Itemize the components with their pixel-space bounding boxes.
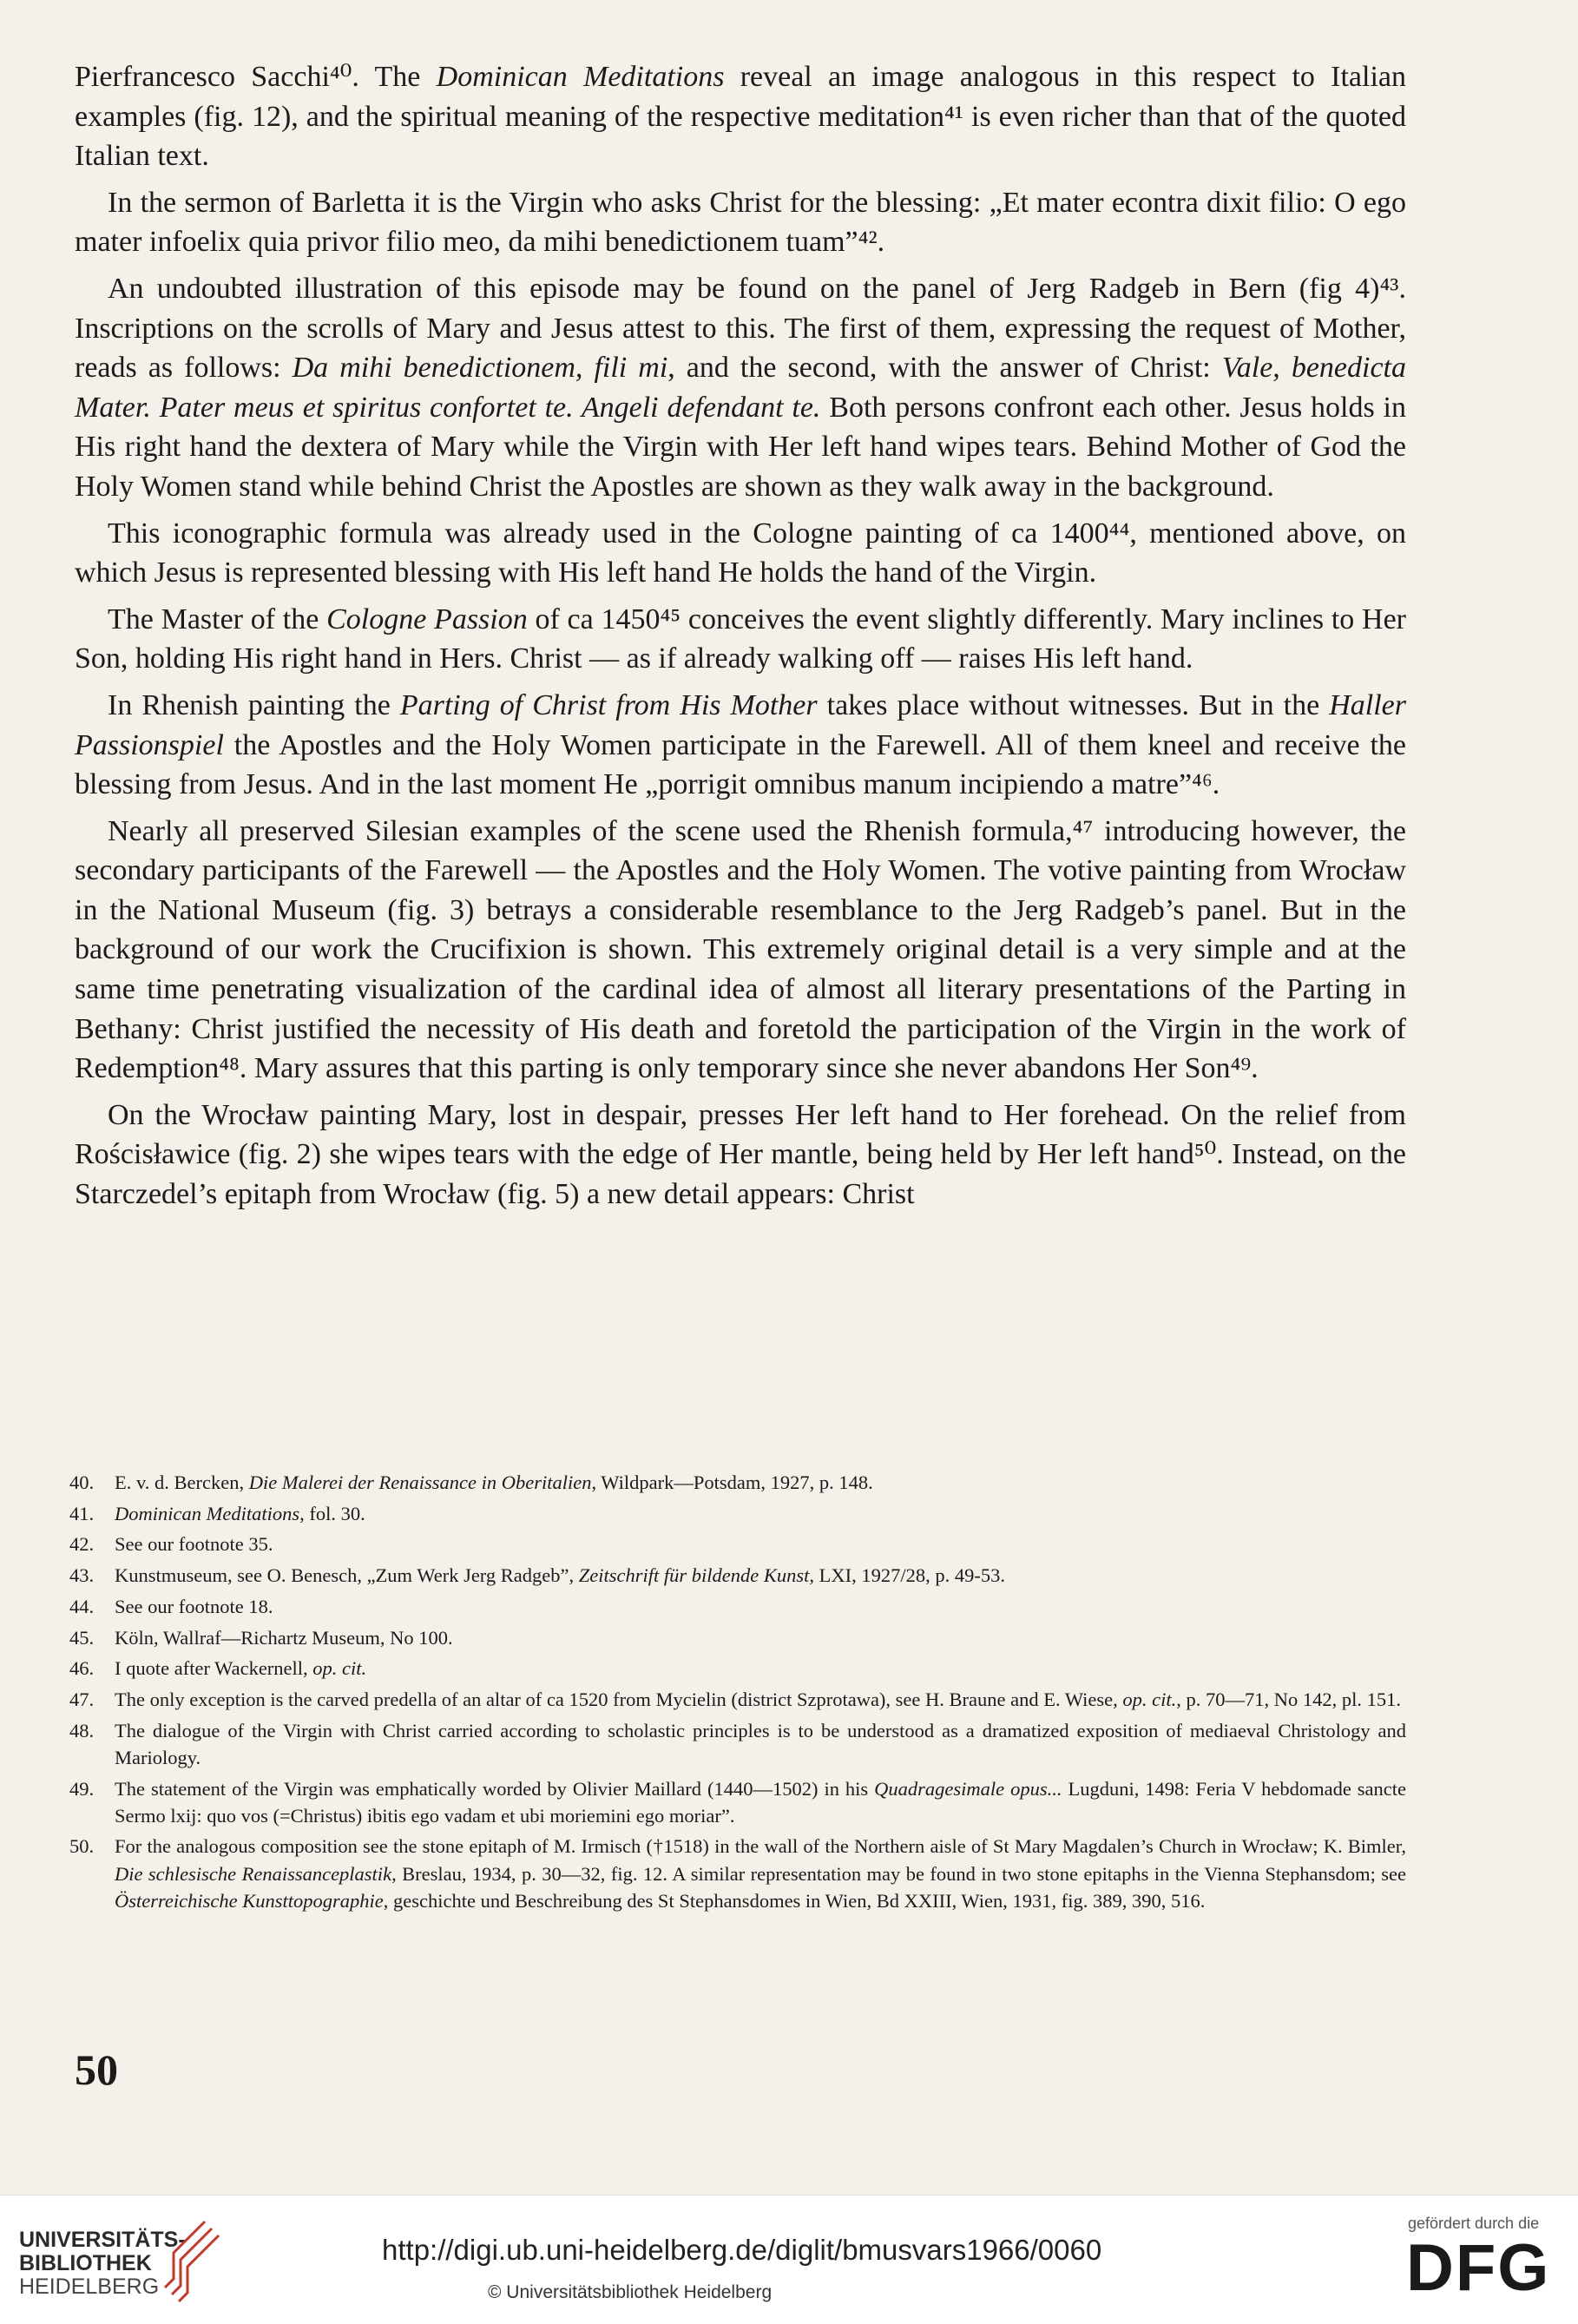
footnote xyxy=(69,1624,1406,1651)
footnote-number: 46. xyxy=(69,1657,95,1680)
footnote-number: 40. xyxy=(69,1471,95,1493)
paragraph: On the Wrocław painting Mary, lost in despair, presses Her left hand to Her forehead. On the relief from Rościsławice (fig. 2) she wipes tears with the edge of Her mantle, being held by Her left hand⁵⁰. Instead, on the Starczedel’s epitaph from Wrocław (fig. 5) a new detail appears: Christ xyxy=(75,1098,1406,1211)
footnote-number: 42. xyxy=(69,1533,95,1556)
copyright-text: © Universitätsbibliothek Heidelberg xyxy=(488,2282,773,2302)
footnote-text: Köln, Wallraf—Richartz Museum, No 100. xyxy=(115,1626,453,1649)
footnote xyxy=(69,1593,1406,1620)
footnote-number: 41. xyxy=(69,1502,95,1524)
footnote xyxy=(69,1833,1406,1914)
footnote xyxy=(69,1655,1406,1682)
footnote xyxy=(69,1469,1406,1496)
paragraph: An undoubted illustration of this episode may be found on the panel of Jerg Radgeb in Bern (fig 4)⁴³. Inscriptions on the scrolls of Mary and Jesus attest to this. The first of them, expressing the request of Mother, reads as follows: Da mihi benedictionem, fili mi, and the second, with the answer of Christ: Vale, benedicta Mater. Pater meus et spiritus confortet te. Angeli defendant te. Both persons confront each other. Jesus holds in His right hand the dextera of Mary while the Virgin with Her left hand wipes tears. Behind Mother of God the Holy Women stand while behind Christ the Apostles are shown as they walk away in the background. xyxy=(75,272,1406,503)
dfg-logo: DFG xyxy=(1406,2231,1551,2305)
footnote xyxy=(69,1500,1406,1527)
paragraph: Nearly all preserved Silesian examples of the scene used the Rhenish formula,⁴⁷ introducing however, the secondary participants of the Farewell — the Apostles and the Holy Women. The votive painting from Wrocław in the National Museum (fig. 3) betrays a considerable resemblance to the Jerg Radgeb’s panel. But in the background of our work the Crucifixion is shown. This extremely original detail is a very simple and at the same time penetrating visualization of the cardinal idea of almost all literary presentations of the Parting in Bethany: Christ justified the necessity of His death and foretold the participation of the Virgin in the work of Redemption⁴⁸. Mary assures that this parting is only temporary since she never abandons Her Son⁴⁹. xyxy=(75,814,1406,1085)
footnote-text: The statement of the Virgin was emphatically worded by Olivier Maillard (1440—1502) in his Quadragesimale opus... Lugduni, 1498: Feria V hebdomade sancte Sermo lxij: quo vos (=Christus) ibitis ego vadam et ubi moriemini ego moriar”. xyxy=(115,1777,1407,1827)
footnote-text: The only exception is the carved predella of an altar of ca 1520 from Mycielin (district Szprotawa), see H. Braune and E. Wiese, op. cit., p. 70—71, No 142, pl. 151. xyxy=(115,1688,1402,1710)
footnote xyxy=(69,1775,1406,1829)
footnote-text: Kunstmuseum, see O. Benesch, „Zum Werk Jerg Radgeb”, Zeitschrift für bildende Kunst, LXI, 1927/28, p. 49-53. xyxy=(115,1564,1005,1587)
footnote-number: 48. xyxy=(69,1719,95,1741)
footnote-text: For the analogous composition see the stone epitaph of M. Irmisch (†1518) in the wall of the Northern aisle of St Mary Magdalen’s Church in Wrocław; K. Bimler, Die schlesische Renaissanceplastik, Breslau, 1934, p. 30—32, fig. 12. A similar representation may be found in two stone epitaphs in the Vienna Stephansdom; see Österreichische Kunsttopographie, geschichte und Beschreibung des St Stephansdomes in Wien, Bd XXIII, Wien, 1931, fig. 389, 390, 516. xyxy=(115,1835,1407,1912)
footer xyxy=(0,2196,1578,2324)
footnote-text: I quote after Wackernell, op. cit. xyxy=(115,1657,367,1680)
footnote xyxy=(69,1717,1406,1771)
funding-caption: gefördert durch die xyxy=(1408,2215,1540,2232)
footnote-text: See our footnote 18. xyxy=(115,1595,273,1617)
footnote-number: 44. xyxy=(69,1595,95,1617)
footnote-number: 49. xyxy=(69,1777,95,1800)
page-number: 50 xyxy=(75,2045,118,2094)
paragraph: In the sermon of Barletta it is the Virgin who asks Christ for the blessing: „Et mater econtra dixit filio: O ego mater infoelix quia privor filio meo, da mihi benedictionem tuam”⁴². xyxy=(75,186,1406,259)
footnote-number: 50. xyxy=(69,1835,95,1858)
library-name-line: BIBLIOTHEK xyxy=(19,2251,152,2275)
footnote-text: See our footnote 35. xyxy=(115,1533,273,1556)
footnote xyxy=(69,1531,1406,1557)
footnote xyxy=(69,1686,1406,1713)
paragraph: In Rhenish painting the Parting of Christ from His Mother takes place without witnesses. But in the Haller Passionspiel the Apostles and the Holy Women participate in the Farewell. All of them kneel and receive the blessing from Jesus. And in the last moment He „porrigit omnibus manum incipiendo a matre”⁴⁶. xyxy=(75,688,1406,801)
paragraph: The Master of the Cologne Passion of ca 1450⁴⁵ conceives the event slightly differently. Mary inclines to Her Son, holding His right hand in Hers. Christ — as if already walking off — raises His left hand. xyxy=(75,602,1406,675)
footnote xyxy=(69,1562,1406,1589)
paragraph: This iconographic formula was already used in the Cologne painting of ca 1400⁴⁴, mentioned above, on which Jesus is represented blessing with His left hand He holds the hand of the Virgin. xyxy=(75,517,1406,589)
paragraph: Pierfrancesco Sacchi⁴⁰. The Dominican Meditations reveal an image analogous in this respect to Italian examples (fig. 12), and the spiritual meaning of the respective meditation⁴¹ is even richer than that of the quoted Italian text. xyxy=(75,61,1406,173)
library-name-line: HEIDELBERG xyxy=(19,2275,160,2299)
footnote-text: Dominican Meditations, fol. 30. xyxy=(115,1502,365,1524)
footnote-text: E. v. d. Bercken, Die Malerei der Renaissance in Oberitalien, Wildpark—Potsdam, 1927, p. 148. xyxy=(115,1471,873,1493)
footnotes xyxy=(69,1469,1406,1919)
library-logo-icon xyxy=(155,2218,220,2303)
body-text xyxy=(75,57,1406,1221)
library-name-line: UNIVERSITÄTS- xyxy=(19,2228,186,2252)
permalink-url[interactable]: http://digi.ub.uni-heidelberg.de/diglit/bmusvars1966/0060 xyxy=(382,2234,1102,2266)
footnote-number: 43. xyxy=(69,1564,95,1587)
footnote-text: The dialogue of the Virgin with Christ carried according to scholastic principles is to be understood as a dramatized exposition of mediaeval Christology and Mariology. xyxy=(115,1719,1406,1768)
footnote-number: 45. xyxy=(69,1626,95,1649)
footnote-number: 47. xyxy=(69,1688,95,1710)
